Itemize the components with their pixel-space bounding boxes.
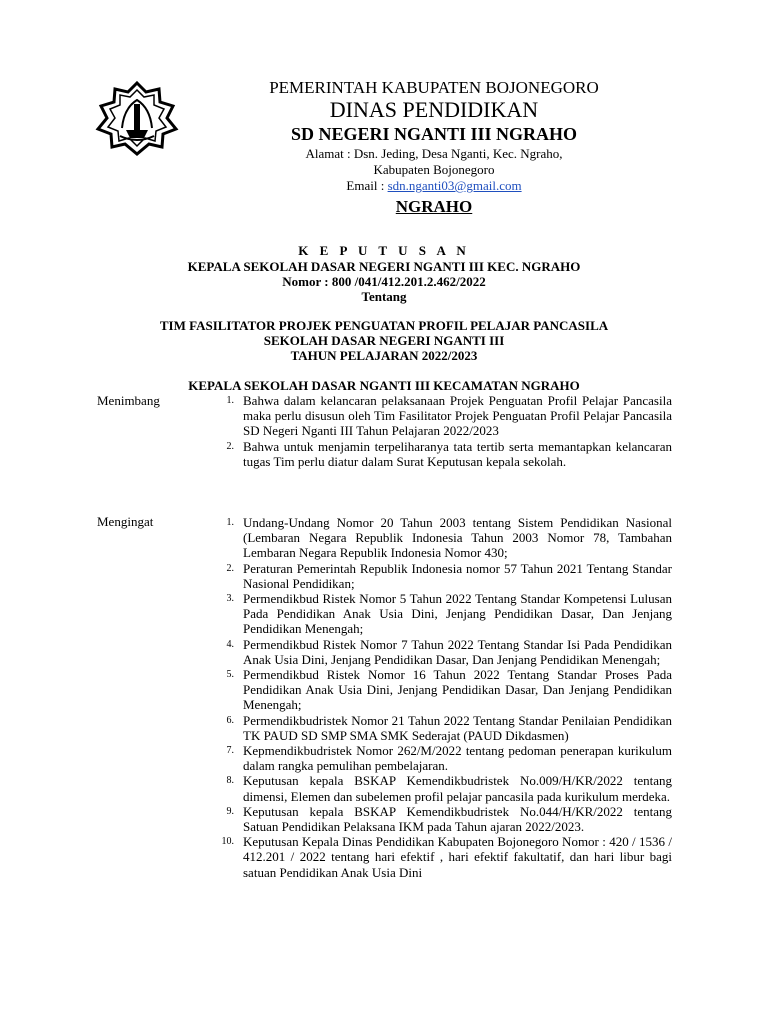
list-item: 9. Keputusan kepala BSKAP Kemendikbudristek No.044/H/KR/2022 tentang Satuan Pendidikan Pelaksana IKM pada Tahun ajaran 2022/2023.: [226, 803, 672, 835]
town-name: NGRAHO: [395, 197, 473, 216]
list-item: 8. Keputusan kepala BSKAP Kemendikbudristek No.009/H/KR/2022 tentang dimensi, Elemen dan subelemen profil pelajar pancasila pada kurikulum merdeka.: [226, 773, 672, 804]
email-line: [160, 178, 708, 194]
topic-line-2: SEKOLAH DASAR NEGERI NGANTI III: [263, 333, 505, 348]
decree-about: Tentang: [361, 289, 407, 304]
mengingat-label: Mengingat: [97, 514, 154, 529]
address-line-1: Alamat : Dsn. Jeding, Desa Nganti, Kec. Ngraho,: [305, 146, 563, 161]
mengingat-list: [212, 515, 672, 880]
list-item: 7. Kepmendikbudristek Nomor 262/M/2022 tentang pedoman penerapan kurikulum dalam rangka pemulihan pembelajaran.: [226, 743, 672, 774]
agency-name: DINAS PENDIDIKAN: [329, 97, 539, 122]
list-item: 1. Bahwa dalam kelancaran pelaksanaan Projek Penguatan Profil Pelajar Pancasila maka perlu disusun oleh Tim Fasilitator Projek Penguatan Profil Pelajar Pancasila SD Negeri Nganti III Tahun Pelajaran 2022/2023: [226, 393, 672, 439]
list-item: 2. Bahwa untuk menjamin terpeliharanya tata tertib serta memantapkan kelancaran tugas Tim perlu diatur dalam Surat Keputusan kepala sekolah.: [226, 438, 672, 469]
list-item: 1. Undang-Undang Nomor 20 Tahun 2003 tentang Sistem Pendidikan Nasional (Lembaran Negara Republik Indonesia Tahun 2003 Nomor 78, Tambahan Lembaran Negara Republik Indonesia Nomor 430;: [226, 515, 672, 561]
decree-title: K E P U T U S A N: [298, 243, 470, 258]
list-item: 3. Permendikbud Ristek Nomor 5 Tahun 2022 Tentang Standar Kompetensi Lulusan Pada Pendidikan Anak Usia Dini, Jenjang Pendidikan Dasar, Dan Jenjang Pendidikan Menengah;: [226, 591, 672, 637]
government-name: PEMERINTAH KABUPATEN BOJONEGORO: [269, 78, 599, 97]
menimbang-list: [212, 393, 672, 469]
email-link[interactable]: sdn.nganti03@gmail.com: [387, 178, 522, 193]
topic-line-3: TAHUN PELAJARAN 2022/2023: [290, 348, 478, 363]
list-item: 6. Permendikbudristek Nomor 21 Tahun 2022 Tentang Standar Penilaian Pendidikan TK PAUD SD SMP SMA SMK Sederajat (PAUD Dikdasmen): [226, 712, 672, 743]
letterhead: [160, 78, 708, 218]
list-item: 4. Permendikbud Ristek Nomor 7 Tahun 2022 Tentang Standar Isi Pada Pendidikan Anak Usia Dini, Jenjang Pendidikan Dasar, Dan Jenjang Pendidikan Menengah;: [226, 636, 672, 667]
address-line-2: Kabupaten Bojonegoro: [373, 162, 495, 177]
school-name: SD NEGERI NGANTI III NGRAHO: [290, 124, 578, 144]
email-label: Email :: [346, 178, 388, 193]
menimbang-label: Menimbang: [97, 393, 160, 408]
list-item: 2. Peraturan Pemerintah Republik Indonesia nomor 57 Tahun 2021 Tentang Standar Nasional Pendidikan;: [226, 560, 672, 591]
decree-number: Nomor : 800 /041/412.201.2.462/2022: [282, 274, 486, 289]
list-item: 5. Permendikbud Ristek Nomor 16 Tahun 2022 Tentang Standar Proses Pada Pendidikan Anak Usia Dini, Jenjang Pendidikan Dasar, Dan Jenjang Pendidikan Menengah;: [226, 667, 672, 713]
decree-subtitle: KEPALA SEKOLAH DASAR NEGERI NGANTI III KEC. NGRAHO: [187, 259, 581, 274]
head-of-school-heading: KEPALA SEKOLAH DASAR NGANTI III KECAMATAN NGRAHO: [188, 378, 580, 393]
topic-line-1: TIM FASILITATOR PROJEK PENGUATAN PROFIL PELAJAR PANCASILA: [159, 318, 609, 333]
list-item: 10. Keputusan Kepala Dinas Pendidikan Kabupaten Bojonegoro Nomor : 420 / 1536 / 412.201 / 2022 tentang hari efektif , hari efektif fakultatif, dan hari libur bagi satuan Pendidikan Anak Usia Dini: [221, 834, 672, 880]
